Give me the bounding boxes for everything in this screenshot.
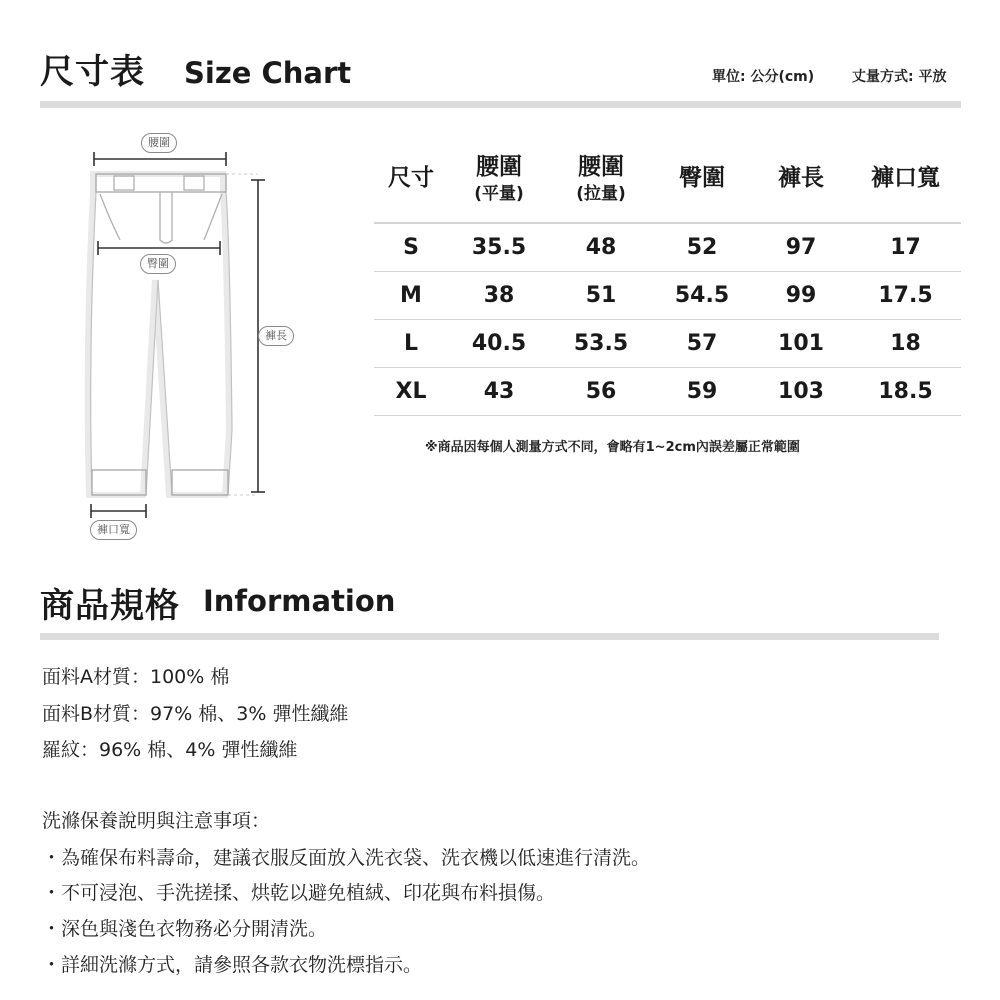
care-item: ・不可浸泡、手洗搓揉、烘乾以避免植絨、印花與布料損傷。 [42, 882, 556, 904]
cell-length: 99 [752, 272, 850, 320]
cell-length: 103 [752, 368, 850, 416]
unit-label: 單位: 公分(cm) [712, 69, 815, 85]
cell-size: S [374, 223, 448, 272]
material-b: 面料B材質：97% 棉、3% 彈性纖維 [42, 703, 349, 725]
cell-hip: 57 [652, 320, 752, 368]
cell-waist-stretch: 56 [550, 368, 652, 416]
material-rib: 羅紋：96% 棉、4% 彈性纖維 [42, 739, 298, 761]
cell-waist-flat: 35.5 [448, 223, 550, 272]
waist-label: 腰圍 [141, 133, 177, 153]
table-row [374, 272, 961, 320]
cell-length: 97 [752, 223, 850, 272]
table-row [374, 223, 961, 272]
size-chart-divider [40, 101, 961, 108]
cell-waist-flat: 40.5 [448, 320, 550, 368]
size-table [374, 136, 961, 416]
size-chart-title-en: Size Chart [184, 56, 352, 90]
col-header-waist-stretch: 腰圍 (拉量) [550, 136, 652, 223]
cell-hem: 17.5 [850, 272, 961, 320]
cell-size: M [374, 272, 448, 320]
material-a: 面料A材質：100% 棉 [42, 666, 230, 688]
cell-hip: 54.5 [652, 272, 752, 320]
size-chart-title: 尺寸表 [40, 52, 145, 92]
cell-hem: 17 [850, 223, 961, 272]
col-header-size: 尺寸 [374, 136, 448, 223]
col-header-hem: 褲口寬 [850, 136, 961, 223]
table-header-row [374, 136, 961, 223]
col-header-hip: 臀圍 [652, 136, 752, 223]
cell-hip: 59 [652, 368, 752, 416]
cell-waist-flat: 43 [448, 368, 550, 416]
pants-diagram [80, 130, 320, 550]
care-title: 洗滌保養說明與注意事項： [42, 810, 271, 832]
table-row [374, 368, 961, 416]
hem-label: 褲口寬 [90, 520, 137, 540]
cell-hem: 18 [850, 320, 961, 368]
care-item: ・為確保布料壽命，建議衣服反面放入洗衣袋、洗衣機以低速進行清洗。 [42, 847, 651, 869]
info-title: 商品規格 [40, 586, 180, 626]
col-header-length: 褲長 [752, 136, 850, 223]
hip-label: 臀圍 [140, 254, 176, 274]
cell-waist-stretch: 53.5 [550, 320, 652, 368]
table-row [374, 320, 961, 368]
cell-hem: 18.5 [850, 368, 961, 416]
info-divider [40, 633, 939, 640]
col-header-waist-flat: 腰圍 (平量) [448, 136, 550, 223]
measure-method-label: 丈量方式: 平放 [852, 69, 947, 85]
info-title-en: Information [203, 584, 396, 618]
cell-size: XL [374, 368, 448, 416]
cell-hip: 52 [652, 223, 752, 272]
cell-waist-stretch: 48 [550, 223, 652, 272]
length-label: 褲長 [258, 326, 294, 346]
measurement-note: ※商品因每個人測量方式不同，會略有1~2cm內誤差屬正常範圍 [425, 440, 800, 455]
care-item: ・深色與淺色衣物務必分開清洗。 [42, 918, 328, 940]
care-item: ・詳細洗滌方式，請參照各款衣物洗標指示。 [42, 954, 423, 976]
cell-size: L [374, 320, 448, 368]
cell-waist-flat: 38 [448, 272, 550, 320]
cell-waist-stretch: 51 [550, 272, 652, 320]
cell-length: 101 [752, 320, 850, 368]
